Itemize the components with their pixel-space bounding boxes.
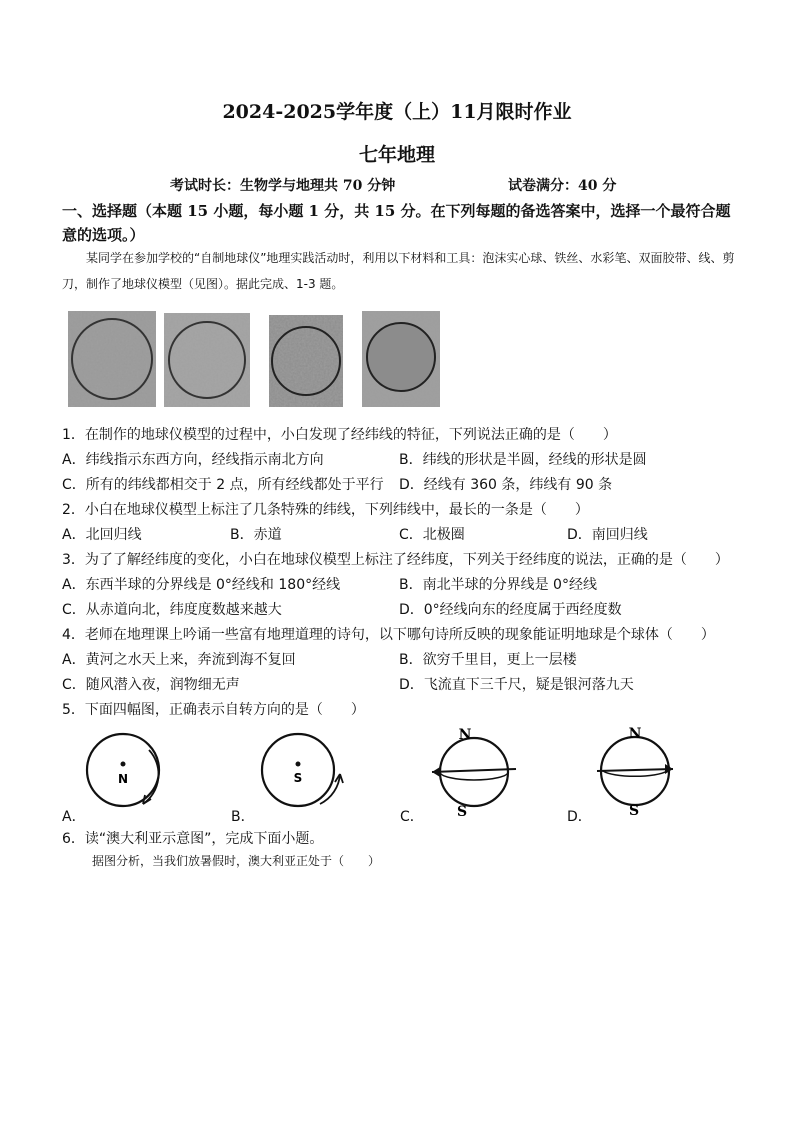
q2-option-a: A．北回归线 — [62, 527, 142, 543]
figure-b-pole-label: S — [293, 771, 303, 785]
question-5-stem: 5．下面四幅图，正确表示自转方向的是（ ） — [62, 702, 365, 718]
rotation-figure-d — [593, 722, 693, 820]
q1-option-c: C．所有的纬线都相交于 2 点，所有经线都处于平行 — [62, 477, 384, 493]
q3-option-b: B．南北半球的分界线是 0°经线 — [399, 577, 597, 593]
globe-photo-4 — [362, 311, 440, 407]
q4-option-b: B．欲穷千里目，更上一层楼 — [399, 652, 577, 668]
figure-a-label: A． — [62, 809, 86, 825]
figure-a-pole-label: N — [117, 772, 129, 786]
figure-d-bottom-label: S — [628, 803, 640, 819]
full-score: 试卷满分：40 分 — [508, 178, 617, 194]
page-title: 2024-2025学年度（上）11月限时作业 — [222, 101, 572, 123]
question-4-stem: 4．老师在地理课上吟诵一些富有地理道理的诗句，以下哪句诗所反映的现象能证明地球是个球体（ ） — [62, 627, 715, 643]
q3-option-a: A．东西半球的分界线是 0°经线和 180°经线 — [62, 577, 341, 593]
question-1-stem: 1．在制作的地球仪模型的过程中，小白发现了经纬线的特征，下列说法正确的是（ ） — [62, 427, 617, 443]
q2-option-c: C．北极圈 — [399, 527, 465, 543]
page-subtitle: 七年地理 — [358, 144, 435, 166]
section-heading: 一、选择题（本题 15 小题，每小题 1 分，共 15 分。在下列每题的备选答案中，选择一个最符合题意的选项。） — [62, 202, 731, 244]
q1-option-d: D．经线有 360 条，纬线有 90 条 — [399, 477, 613, 493]
figure-c-top-label: N — [458, 727, 472, 743]
q1-option-b: B．纬线的形状是半圆，经线的形状是圆 — [399, 452, 647, 468]
rotation-figure-a — [85, 730, 165, 810]
globe-photo-2 — [164, 313, 250, 407]
figure-c-bottom-label: S — [456, 804, 468, 820]
q4-option-a: A．黄河之水天上来，奔流到海不复回 — [62, 652, 296, 668]
question-3-stem: 3．为了了解经纬度的变化，小白在地球仪模型上标注了经纬度，下列关于经纬度的说法，正确的是（ ） — [62, 552, 729, 568]
question-2-stem: 2．小白在地球仪模型上标注了几条特殊的纬线，下列纬线中，最长的一条是（ ） — [62, 502, 589, 518]
q3-option-d: D．0°经线向东的经度属于西经度数 — [399, 602, 622, 618]
figure-b-label: B． — [231, 809, 255, 825]
q3-option-c: C．从赤道向北，纬度度数越来越大 — [62, 602, 282, 618]
q1-option-a: A．纬线指示东西方向，经线指示南北方向 — [62, 452, 324, 468]
exam-time: 考试时长：生物学与地理共 70 分钟 — [170, 178, 396, 194]
q4-option-d: D．飞流直下三千尺，疑是银河落九天 — [399, 677, 634, 693]
question-6-stem: 6．读“澳大利亚示意图”，完成下面小题。 — [62, 831, 324, 847]
figure-d-top-label: N — [628, 726, 642, 742]
rotation-figure-b — [258, 730, 348, 810]
q2-option-b: B．赤道 — [230, 527, 282, 543]
figure-c-label: C． — [400, 809, 424, 825]
section-intro: 某同学在参加学校的“自制地球仪”地理实践活动时，利用以下材料和工具：泡沫实心球、铁丝、水彩笔、双面胶带、线、剪刀，制作了地球仪模型（见图）。据此完成、1-3 题。 — [62, 251, 735, 291]
globe-photo-1 — [68, 311, 156, 407]
rotation-figure-c — [424, 725, 524, 820]
q4-option-c: C．随风潜入夜，润物细无声 — [62, 677, 240, 693]
globe-model-photos — [68, 311, 448, 411]
q2-option-d: D．南回归线 — [567, 527, 648, 543]
globe-photo-3 — [269, 315, 343, 407]
figure-d-label: D． — [567, 809, 592, 825]
question-6-subquestion: 据图分析，当我们放暑假时，澳大利亚正处于（ ） — [92, 854, 381, 868]
